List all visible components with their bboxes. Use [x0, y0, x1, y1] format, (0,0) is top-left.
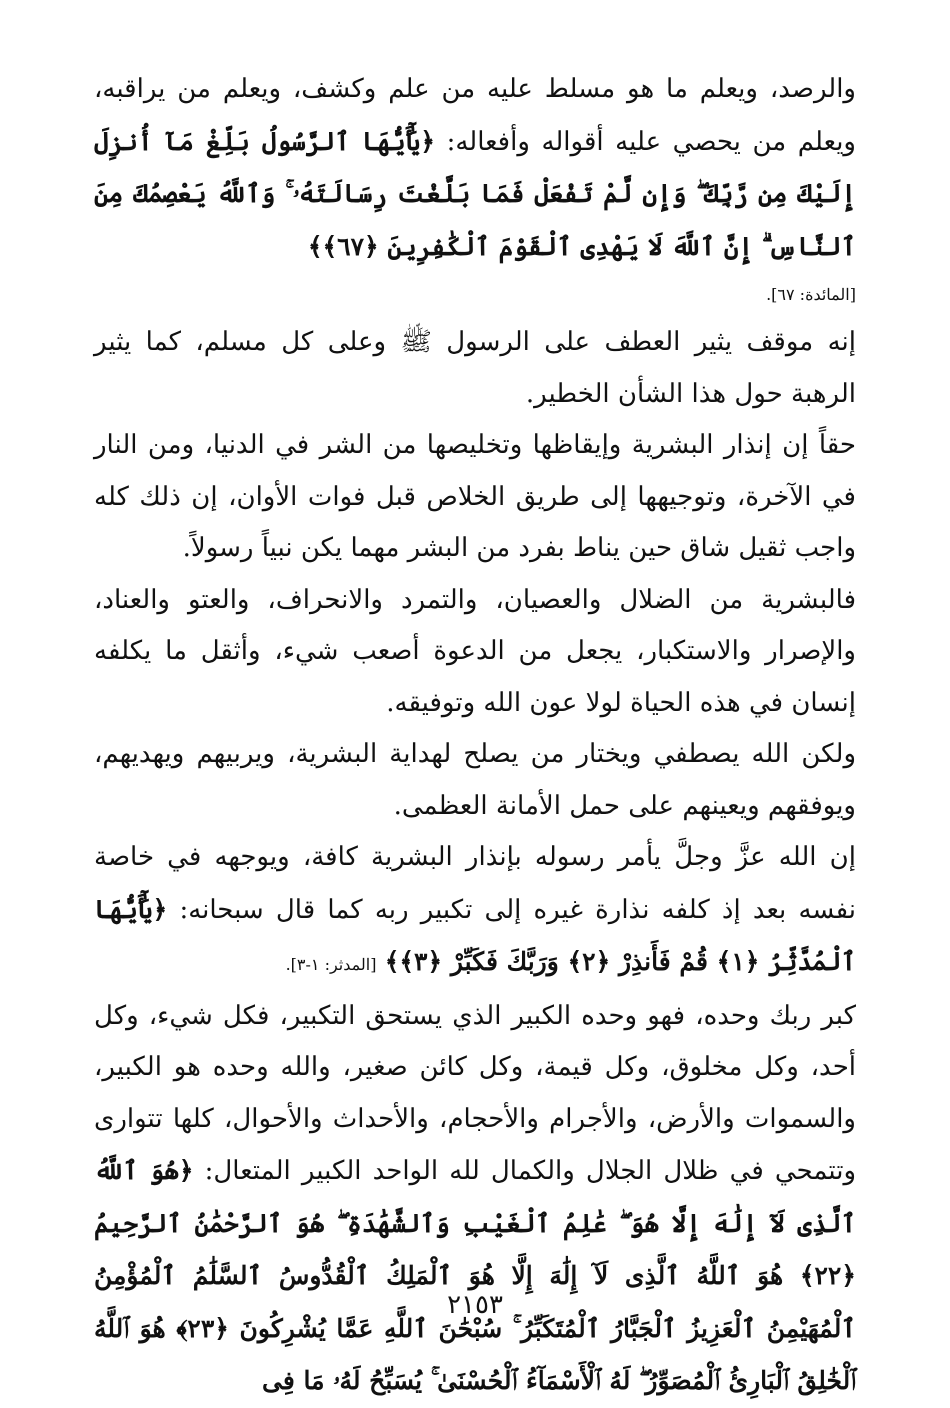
paragraph-1-text: والرصد، ويعلم ما هو مسلط عليه من علم وكشف، ويعلم من يراقبه، ويعلم من يحصي عليه أقواله وأفعاله: [94, 74, 856, 157]
paragraph-4 [94, 575, 856, 730]
verse-reference-muddaththir: [المدثر: ١-٣]. [285, 955, 377, 974]
paragraph-2 [94, 317, 856, 420]
quran-verse-maidah-67: ﴿يَٰٓأَيُّهَا ٱلرَّسُولُ بَلِّغْ مَآ أُنزِلَ إِلَيْكَ مِن رَّبِّكَ ۖ وَإِن لَّمْ تَفْعَلْ فَمَا بَلَّغْتَ رِسَالَتَهُۥ ۚ وَٱللَّهُ يَعْصِمُكَ مِنَ ٱلنَّاسِ ۗ إِنَّ ٱللَّهَ لَا يَهْدِى ٱلْقَوْمَ ٱلْكَٰفِرِينَ ﴿٦٧﴾﴾ [94, 126, 856, 261]
paragraph-5 [94, 729, 856, 832]
paragraph-6 [94, 832, 856, 991]
verse-reference-maidah: [المائدة: ٦٧]. [766, 285, 856, 304]
paragraph-3 [94, 420, 856, 575]
page-number: ٢١٥٣ [447, 1290, 503, 1320]
paragraph-4-text: فالبشرية من الضلال والعصيان، والتمرد والانحراف، والعتو والعناد، والإصرار والاستكبار، يجعل من الدعوة أصعب شيء، وأثقل ما يكلفه إنسان في هذه الحياة لولا عون الله وتوفيقه. [94, 584, 856, 718]
paragraph-6-text: إن الله عزَّ وجلَّ يأمر رسوله بإنذار البشرية كافة، ويوجهه في خاصة نفسه بعد إذ كلفه نذارة غيره إلى تكبير ربه كما قال سبحانه: [94, 842, 856, 925]
paragraph-3-text: حقاً إن إنذار البشرية وإيقاظها وتخليصها من الشر في الدنيا، ومن النار في الآخرة، وتوجيهها إلى طريق الخلاص قبل فوات الأوان، إن ذلك كله واجب ثقيل شاق حين يناط بفرد من البشر مهما يكن نبياً رسولاً. [94, 430, 856, 563]
paragraph-2-text: إنه موقف يثير العطف على الرسول ﷺ وعلى كل مسلم، كما يثير الرهبة حول هذا الشأن الخطير. [94, 327, 856, 409]
quran-verse-muddaththir-1-3: ﴿يَٰٓأَيُّهَا ٱلْمُدَّثِّرُ ﴿١﴾ قُمْ فَأَنذِرْ ﴿٢﴾ وَرَبَّكَ فَكَبِّرْ ﴿٣﴾﴾ [94, 894, 856, 976]
paragraph-1 [94, 64, 856, 317]
paragraph-7 [94, 991, 856, 1408]
paragraph-7-text: كبر ربك وحده، فهو وحده الكبير الذي يستحق التكبير، فكل شيء، وكل أحد، وكل مخلوق، وكل قيمة، وكل كائن صغير، والله وحده هو الكبير، والسموات والأرض، والأجرام والأحجام، والأحداث والأحوال، كلها تتوارى وتتمحي في ظلال الجلال والكمال لله الواحد الكبير المتعال: [94, 1000, 857, 1186]
quran-verse-hashr-22-24: ﴿هُوَ ٱللَّهُ ٱلَّذِى لَآ إِلَٰهَ إِلَّا هُوَ ۖ عَٰلِمُ ٱلْغَيْبِ وَٱلشَّهَٰدَةِ ۖ هُوَ ٱلرَّحْمَٰنُ ٱلرَّحِيمُ ﴿٢٢﴾ هُوَ ٱللَّهُ ٱلَّذِى لَآ إِلَٰهَ إِلَّا هُوَ ٱلْمَلِكُ ٱلْقُدُّوسُ ٱلسَّلَٰمُ ٱلْمُؤْمِنُ ٱلْمُهَيْمِنُ ٱلْعَزِيزُ ٱلْجَبَّارُ ٱلْمُتَكَبِّرُ ۚ سُبْحَٰنَ ٱللَّهِ عَمَّا يُشْرِكُونَ ﴿٢٣﴾ هُوَ ٱللَّهُ ٱلْخَٰلِقُ ٱلْبَارِئُ ٱلْمُصَوِّرُ ۖ لَهُ ٱلْأَسْمَآءُ ٱلْحُسْنَىٰ ۚ يُسَبِّحُ لَهُۥ مَا فِى [94, 1156, 856, 1395]
paragraph-5-text: ولكن الله يصطفي ويختار من يصلح لهداية البشرية، ويربيهم ويهديهم، ويوفقهم ويعينهم على حمل الأمانة العظمى. [94, 739, 856, 821]
